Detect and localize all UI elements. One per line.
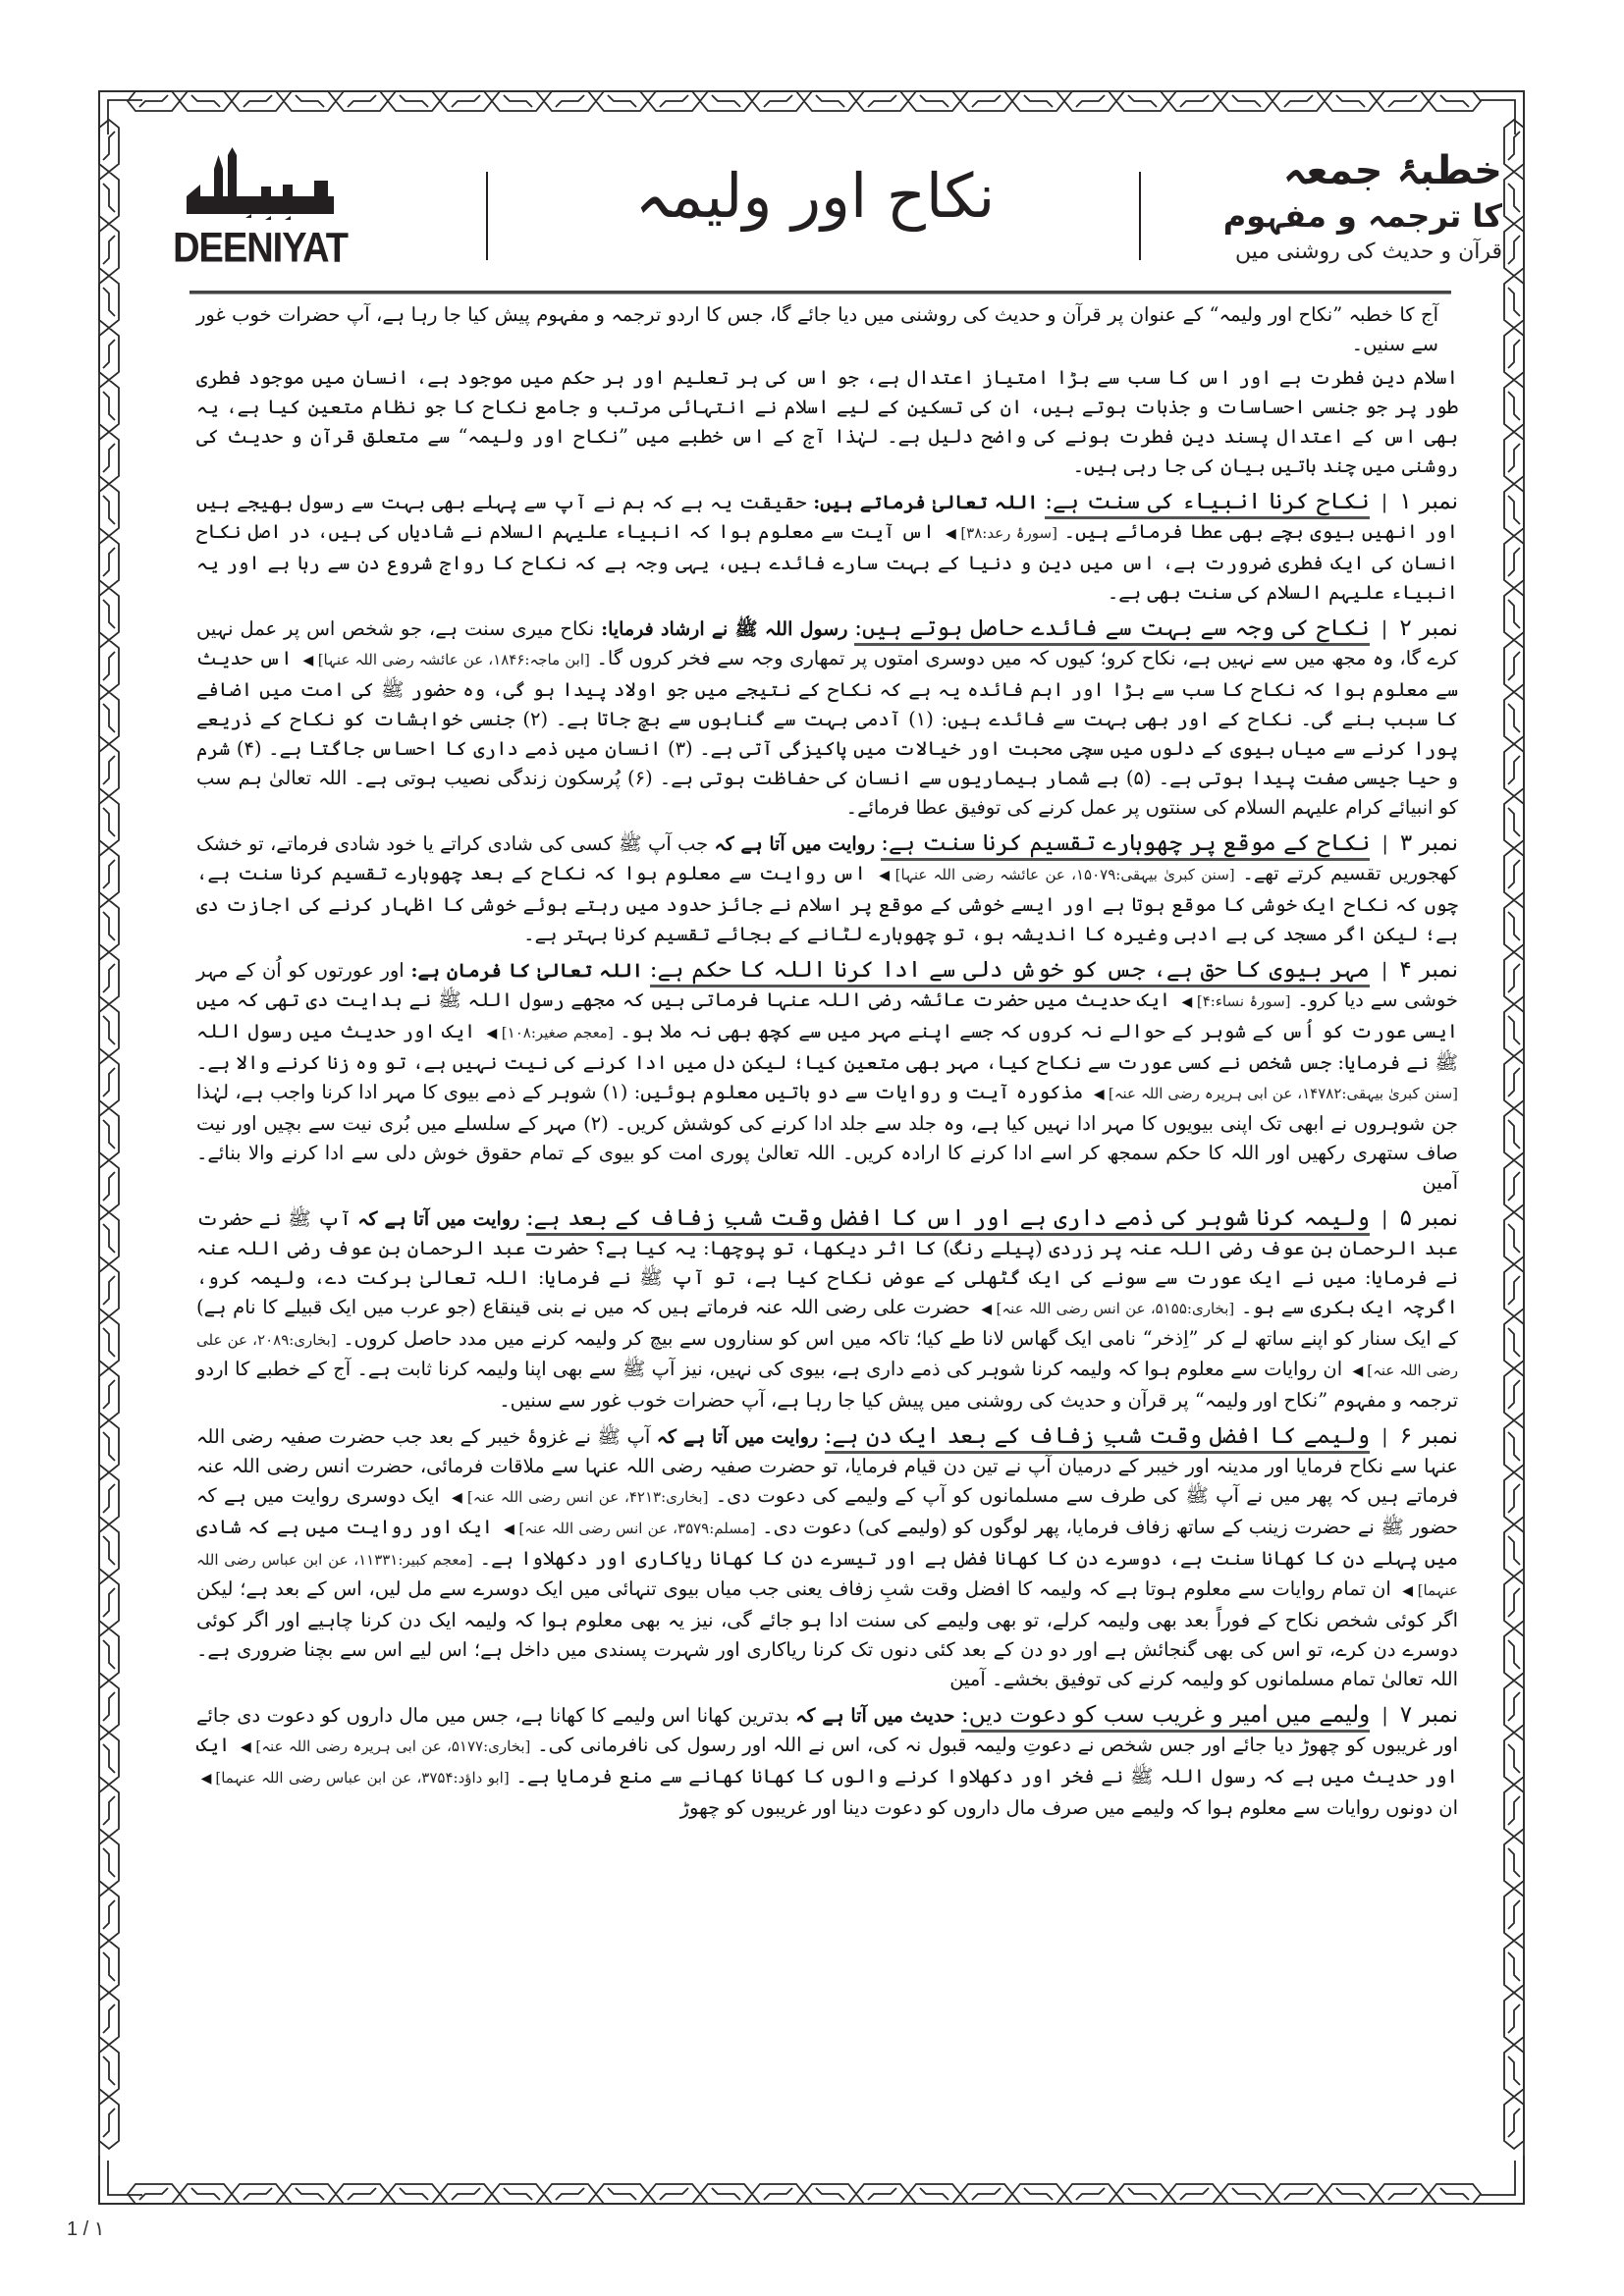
border-top-chain bbox=[128, 91, 1481, 111]
section-5 bbox=[196, 1203, 1458, 1415]
section-lead: روایت میں آتا ہے کہ bbox=[656, 1426, 819, 1448]
citation: [سورۂ نساء:۴] bbox=[1196, 992, 1291, 1010]
section-lead: روایت میں آتا ہے کہ bbox=[357, 1208, 520, 1230]
mosque-minaret-icon bbox=[167, 147, 353, 224]
citation: [سنن کبریٰ بیہقی:۱۴۷۸۲، عن ابی ہریرہ رضی اللہ عنہ] bbox=[1108, 1085, 1458, 1102]
series-title-line1: خطبۂ جمعہ bbox=[1282, 148, 1502, 193]
section-lead: حدیث میں آتا ہے کہ bbox=[795, 1705, 955, 1727]
page-header bbox=[147, 147, 1522, 285]
citation: [ابن ماجہ:۱۸۴۶، عن عائشہ رضی اللہ عنہا] bbox=[317, 651, 590, 668]
section-text: ان تمام روایات سے معلوم ہوتا ہے کہ ولیمہ کا افضل وقت شبِ زفاف یعنی جب میاں بیوی تنہائی میں ایک دوسرے سے مل لیں، اس کے بعد ہے؛ لیکن اگر کوئی شخص نکاح کے فوراً بعد بھی ولیمہ کرلے، تو بھی ولیمے کی سنت ادا ہو جائے گی، نیز یہ بھی معلوم ہوا کہ ولیمہ ایک دن کرنا چاہیے اور اگر کوئی دوسرے دن کرے، تو اس کی بھی گنجائش ہے اور دو دن کے بعد کئی دنوں تک کرنا ریاکاری اور شہرت پسندی میں داخل ہے؛ اس لیے اس سے بچنا ضروری ہے۔ اللہ تعالیٰ تمام مسلمانوں کو ولیمہ کرنے کی توفیق بخشے۔ آمین bbox=[196, 1577, 1458, 1690]
section-text: اس حدیث سے معلوم ہوا کہ نکاح کا سب سے بڑا اور اہم فائدہ یہ ہے کہ نکاح کے نتیجے میں جو اولاد پیدا ہو گی، وہ حضور ﷺ کی امت میں اضافے کا سبب بنے گی۔ نکاح کے اور بھی بہت سے فائدے ہیں: (۱) آدمی بہت سے گناہوں سے بچ جاتا ہے۔ (۲) جنسی خواہشات کو نکاح کے ذریعے پورا کرنے سے میاں بیوی کے دلوں میں سچی محبت اور خیالات میں پاکیزگی آتی ہے۔ (۳) انسان میں ذمے داری کا احساس جاگتا ہے۔ (۴) شرم و حیا جیسی صفت پیدا ہوتی ہے۔ (۵) بے شمار بیماریوں سے انسان کی حفاظت ہوتی ہے۔ (۶) پُرسکون زندگی نصیب ہوتی ہے۔ اللہ تعالیٰ ہم سب کو انبیائے کرام علیہم السلام کی سنتوں پر عمل کرنے کی توفیق عطا فرمائے۔ bbox=[196, 647, 1458, 819]
section-6 bbox=[196, 1421, 1458, 1694]
section-lead: رسول اللہ ﷺ نے ارشاد فرمایا: bbox=[601, 618, 848, 640]
citation: [سنن کبریٰ بیہقی:۱۵۰۷۹، عن عائشہ رضی اللہ عنہا] bbox=[894, 866, 1235, 883]
section-number: نمبر ۷ bbox=[1399, 1702, 1459, 1728]
section-bar: | bbox=[1381, 1704, 1388, 1727]
section-number: نمبر ۳ bbox=[1399, 830, 1458, 856]
section-bar: | bbox=[1380, 1207, 1388, 1230]
section-bar: | bbox=[1381, 832, 1388, 855]
section-number: نمبر ۵ bbox=[1399, 1205, 1458, 1231]
pointer-arrow-icon: ◀ bbox=[240, 1739, 252, 1755]
border-left-chain bbox=[99, 120, 119, 2149]
section-bar: | bbox=[1380, 959, 1388, 982]
section-text: ایک دوسری روایت میں ہے کہ حضور ﷺ نے حضرت زینب کے ساتھ زفاف فرمایا، پھر لوگوں کو (ولیمے کی) دعوت دی۔ bbox=[196, 1484, 1459, 1538]
pointer-arrow-icon: ◀ bbox=[1401, 1583, 1414, 1599]
page-number: 1 / ۱ bbox=[67, 2218, 105, 2240]
section-text: ایک اور روایت میں ہے کہ شادی میں پہلے دن کا کھانا سنت ہے، دوسرے دن کا کھانا فضل ہے اور تیسرے دن کا کھانا ریاکاری اور دکھلاوا ہے۔ bbox=[196, 1516, 1458, 1570]
section-text: ایک اور حدیث میں ہے کہ رسول اللہ ﷺ نے فخر اور دکھلاوا کرنے والوں کا کھانا کھانے سے منع فرمایا ہے۔ bbox=[196, 1734, 1458, 1788]
pointer-arrow-icon: ◀ bbox=[980, 1302, 993, 1317]
section-heading: ولیمے میں امیر و غریب سب کو دعوت دیں: bbox=[961, 1702, 1370, 1733]
section-text: اس روایت سے معلوم ہوا کہ نکاح کے بعد چھوہارے تقسیم کرنا سنت ہے، چوں کہ نکاح ایک خوشی کا موقع ہوتا ہے اور ایسے خوشی کے موقع پر اسلام نے جائز حدود میں رہتے ہوئے خوشی کا اظہار کرنے کی اجازت دی ہے؛ لیکن اگر مسجد کی بے ادبی وغیرہ کا اندیشہ ہو، تو چھوہارے لٹانے کے بجائے تقسیم کرنا بہتر ہے۔ bbox=[196, 862, 1458, 945]
intro bbox=[196, 300, 1458, 481]
section-number: نمبر ۴ bbox=[1399, 957, 1459, 983]
logo-wordmark: DEENIYAT bbox=[173, 225, 348, 272]
header-divider-left bbox=[486, 172, 488, 260]
section-text: آپ ﷺ نے غزوۂ خیبر کے بعد جب حضرت صفیہ رضی اللہ عنہا سے نکاح فرمایا اور مدینہ اور خیبر کے درمیان آپ نے تین دن قیام فرمایا، تو حضرت صفیہ رضی اللہ عنہا سے ملاقات فرمائی، حضرت انس رضی اللہ عنہ فرماتے ہیں کہ پھر میں نے آپ ﷺ کی طرف سے مسلمانوں کو آپ کے ولیمے کی دعوت دی۔ bbox=[196, 1425, 1459, 1507]
section-lead: اللہ تعالیٰ فرماتے ہیں: bbox=[813, 492, 1039, 513]
citation: [مسلم:۳۵۷۹، عن انس رضی اللہ عنہ] bbox=[518, 1520, 756, 1537]
series-title-line2: کا ترجمہ و مفہوم bbox=[1222, 197, 1502, 235]
pointer-arrow-icon: ◀ bbox=[1093, 1087, 1105, 1102]
section-text: حقیقت یہ ہے کہ ہم نے آپ سے پہلے بھی بہت سے رسول بھیجے ہیں اور انھیں بیوی بچے بھی عطا فرمائے ہیں۔ bbox=[196, 491, 1459, 543]
section-7 bbox=[196, 1700, 1458, 1823]
border-right-chain bbox=[1504, 120, 1524, 2149]
intro-paragraph: آج کا خطبہ ”نکاح اور ولیمہ“ کے عنوان پر قرآن و حدیث کی روشنی میں دیا جائے گا، جس کا اردو ترجمہ و مفہوم پیش کیا جا رہا ہے، آپ حضرات خوب غور سے سنیں۔ bbox=[196, 303, 1438, 355]
border-corner-top-right bbox=[1476, 91, 1524, 139]
header-divider-right bbox=[1139, 172, 1141, 260]
section-heading: نکاح کرنا انبیاء کی سنت ہے: bbox=[1045, 489, 1370, 519]
citation: [بخاری:۵۱۷۷، عن ابی ہریرہ رضی اللہ عنہ] bbox=[255, 1737, 531, 1755]
section-text: ایک اور حدیث میں رسول اللہ ﷺ نے فرمایا: جس شخص نے کسی عورت سے نکاح کیا، مہر بھی متعین کیا؛ لیکن دل میں ادا کرنے کی نیت نہیں ہے، تو وہ زنا کرنے والا ہے۔ bbox=[196, 1020, 1458, 1074]
section-4 bbox=[196, 955, 1458, 1198]
section-1 bbox=[196, 487, 1458, 608]
page-title: نکاح اور ولیمہ bbox=[634, 160, 996, 232]
deeniyat-logo bbox=[167, 147, 353, 275]
section-bar: | bbox=[1381, 1425, 1388, 1448]
citation: [معجم صغیر:۱۰۸] bbox=[501, 1024, 614, 1041]
section-heading: نکاح کے موقع پر چھوہارے تقسیم کرنا سنت ہے: bbox=[881, 830, 1370, 861]
citation: [بخاری:۴۲۱۳، عن انس رضی اللہ عنہ] bbox=[466, 1488, 709, 1506]
citation: [معجم کبیر:۱۱۳۳۱، عن ابن عباس رضی اللہ عنہما] bbox=[196, 1551, 1459, 1599]
intro-paragraph: اسلام دینِ فطرت ہے اور اس کا سب سے بڑا امتیاز اعتدال ہے، جو اس کی ہر تعلیم اور ہر حکم میں موجود ہے، انسان میں موجود فطری طور پر جو جنسی احساسات و جذبات ہوتے ہیں، ان کی تسکین کے لیے اسلام نے انتہائی مرتب و جامع نکاح کا جو نظام متعین کیا ہے، یہ بھی اس کے اعتدال پسند دینِ فطرت ہونے کی واضح دلیل ہے۔ لہٰذا آج کے اس خطبے میں ”نکاح اور ولیمہ“ سے متعلق قرآن و حدیث کی روشنی میں چند باتیں بیان کی جا رہی ہیں۔ bbox=[196, 366, 1458, 477]
section-3 bbox=[196, 828, 1458, 949]
section-heading: ولیمہ کرنا شوہر کی ذمے داری ہے اور اس کا افضل وقت شبِ زفاف کے بعد ہے: bbox=[526, 1205, 1370, 1236]
citation: [بخاری:۲۰۸۹، عن علی رضی اللہ عنہ] bbox=[196, 1331, 1458, 1379]
section-text: نکاح میری سنت ہے، جو شخص اس پر عمل نہیں کرے گا، وہ مجھ میں سے نہیں ہے، نکاح کرو؛ کیوں کہ میں دوسری امتوں پر تمھاری وجہ سے فخر کروں گا۔ bbox=[196, 617, 1458, 669]
section-text: بدترین کھانا اس ولیمے کا کھانا ہے، جس میں مال داروں کو دعوت دی جائے اور غریبوں کو چھوڑ دیا جائے اور جس شخص نے دعوتِ ولیمہ قبول نہ کی، اس نے اللہ اور رسول کی نافرمانی کی۔ bbox=[196, 1704, 1458, 1756]
citation: [ابو داؤد:۳۷۵۴، عن ابن عباس رضی اللہ عنہما] bbox=[215, 1769, 510, 1787]
border-corner-bottom-left bbox=[99, 2156, 147, 2204]
section-text: آپ ﷺ نے حضرت عبد الرحمان بن عوف رضی اللہ عنہ پر زردی (پیلے رنگ) کا اثر دیکھا، تو پوچھا: یہ کیا ہے؟ حضرت عبد الرحمان بن عوف رضی اللہ عنہ نے فرمایا: میں نے ایک عورت سے سونے کی ایک گٹھلی کے عوض نکاح کیا ہے، تو آپ ﷺ نے فرمایا: اللہ تعالیٰ برکت دے، ولیمہ کرو، اگرچہ ایک بکری سے ہو۔ bbox=[196, 1207, 1458, 1318]
series-title-line3: قرآن و حدیث کی روشنی میں bbox=[1234, 240, 1502, 264]
section-text: حضرت علی رضی اللہ عنہ فرماتے ہیں کہ میں نے بنی قینقاع (جو عرب میں ایک قبیلے کا نام ہے) کے ایک سنار کو اپنے ساتھ لے کر ”اِذخر“ نامی ایک گھاس لانا طے کیا؛ تاکہ میں اس کو سناروں سے بیچ کر ولیمہ کرنے میں مدد حاصل کروں۔ bbox=[196, 1296, 1458, 1350]
pointer-arrow-icon: ◀ bbox=[486, 1026, 498, 1041]
header-rule bbox=[189, 291, 1451, 294]
border-corner-top-left bbox=[99, 91, 147, 139]
border-bottom-chain bbox=[128, 2184, 1481, 2204]
section-text: ایک حدیث میں حضرت عائشہ رضی اللہ عنہا فرماتی ہیں کہ مجھے رسول اللہ ﷺ نے ہدایت دی تھی کہ میں ایسی عورت کو اُس کے شوہر کے حوالے نہ کروں کہ جسے اپنے مہر میں سے کچھ بھی نہ ملا ہو۔ bbox=[196, 988, 1459, 1042]
section-number: نمبر ۶ bbox=[1399, 1423, 1458, 1449]
pointer-arrow-icon: ◀ bbox=[450, 1490, 463, 1506]
section-heading: مہر بیوی کا حق ہے، جس کو خوش دلی سے ادا کرنا اللہ کا حکم ہے: bbox=[650, 957, 1370, 988]
section-lead: اللہ تعالیٰ کا فرمان ہے: bbox=[410, 960, 643, 982]
pointer-arrow-icon: ◀ bbox=[945, 526, 957, 542]
series-title bbox=[1149, 147, 1502, 267]
section-number: نمبر ۲ bbox=[1399, 615, 1459, 641]
sermon-body bbox=[196, 300, 1458, 1827]
pointer-arrow-icon: ◀ bbox=[200, 1771, 212, 1787]
section-text: اس آیت سے معلوم ہوا کہ انبیاء علیہم السلام نے شادیاں کی ہیں، در اصل نکاح انسان کی ایک فطری ضرورت ہے، اس میں دین و دنیا کے بہت سارے فائدے ہیں، یہی وجہ ہے کہ نکاح کا رواج شروع دن سے رہا ہے اور یہ انبیاء علیہم السلام کی سنت بھی ہے۔ bbox=[196, 520, 1458, 604]
section-heading: ولیمے کا افضل وقت شبِ زفاف کے بعد ایک دن ہے: bbox=[825, 1423, 1370, 1454]
section-bar: | bbox=[1380, 491, 1388, 513]
pointer-arrow-icon: ◀ bbox=[877, 868, 892, 883]
border-corner-bottom-right bbox=[1476, 2156, 1524, 2204]
section-lead: روایت میں آتا ہے کہ bbox=[714, 833, 875, 855]
section-text: مذکورہ آیت و روایات سے دو باتیں معلوم ہوئیں: (۱) شوہر کے ذمے بیوی کا مہر ادا کرنا واجب ہے، لہٰذا جن شوہروں نے ابھی تک اپنی بیویوں کا مہر ادا نہیں کیا ہے، وہ جلد سے جلد ادا کرنے کی کوشش کریں۔ (۲) مہر کے سلسلے میں بُری نیت سے بچیں اور نیت صاف ستھری رکھیں اور اللہ کا حکم سمجھ کر اسے ادا کرنے کا ارادہ کریں۔ اللہ تعالیٰ پوری امت کو بیوی کے تمام حقوق خوش دلی سے ادا کرنے والا بنائے۔ آمین bbox=[196, 1081, 1458, 1194]
section-text: ان روایات سے معلوم ہوا کہ ولیمہ کرنا شوہر کی ذمے داری ہے، بیوی کی نہیں، نیز آپ ﷺ سے بھی اپنا ولیمہ کرنا ثابت ہے۔ آج کے خطبے کا اردو ترجمہ و مفہوم ”نکاح اور ولیمہ“ پر قرآن و حدیث کی روشنی میں پیش کیا جا رہا ہے، آپ حضرات خوب غور سے سنیں۔ bbox=[196, 1358, 1458, 1412]
pointer-arrow-icon: ◀ bbox=[1352, 1363, 1364, 1379]
pointer-arrow-icon: ◀ bbox=[1180, 994, 1193, 1010]
citation: [بخاری:۵۱۵۵، عن انس رضی اللہ عنہ] bbox=[996, 1300, 1235, 1317]
pointer-arrow-icon: ◀ bbox=[503, 1522, 515, 1537]
section-text: اور عورتوں کو اُن کے مہر خوشی سے دیا کرو۔ bbox=[196, 959, 1458, 1011]
section-2 bbox=[196, 614, 1458, 823]
section-heading: نکاح کی وجہ سے بہت سے فائدے حاصل ہوتے ہیں: bbox=[854, 615, 1369, 646]
pointer-arrow-icon: ◀ bbox=[302, 653, 314, 668]
section-text: ان دونوں روایات سے معلوم ہوا کہ ولیمے میں صرف مال داروں کو دعوت دینا اور غریبوں کو چھوڑ bbox=[679, 1796, 1458, 1819]
citation: [سورۂ رعد:۳۸] bbox=[960, 524, 1057, 542]
section-text: جب آپ ﷺ کسی کی شادی کراتے یا خود شادی فرماتے، تو خشک کھجوریں تقسیم کرتے تھے۔ bbox=[196, 832, 1458, 884]
section-bar: | bbox=[1380, 617, 1388, 640]
section-number: نمبر ۱ bbox=[1399, 489, 1459, 514]
